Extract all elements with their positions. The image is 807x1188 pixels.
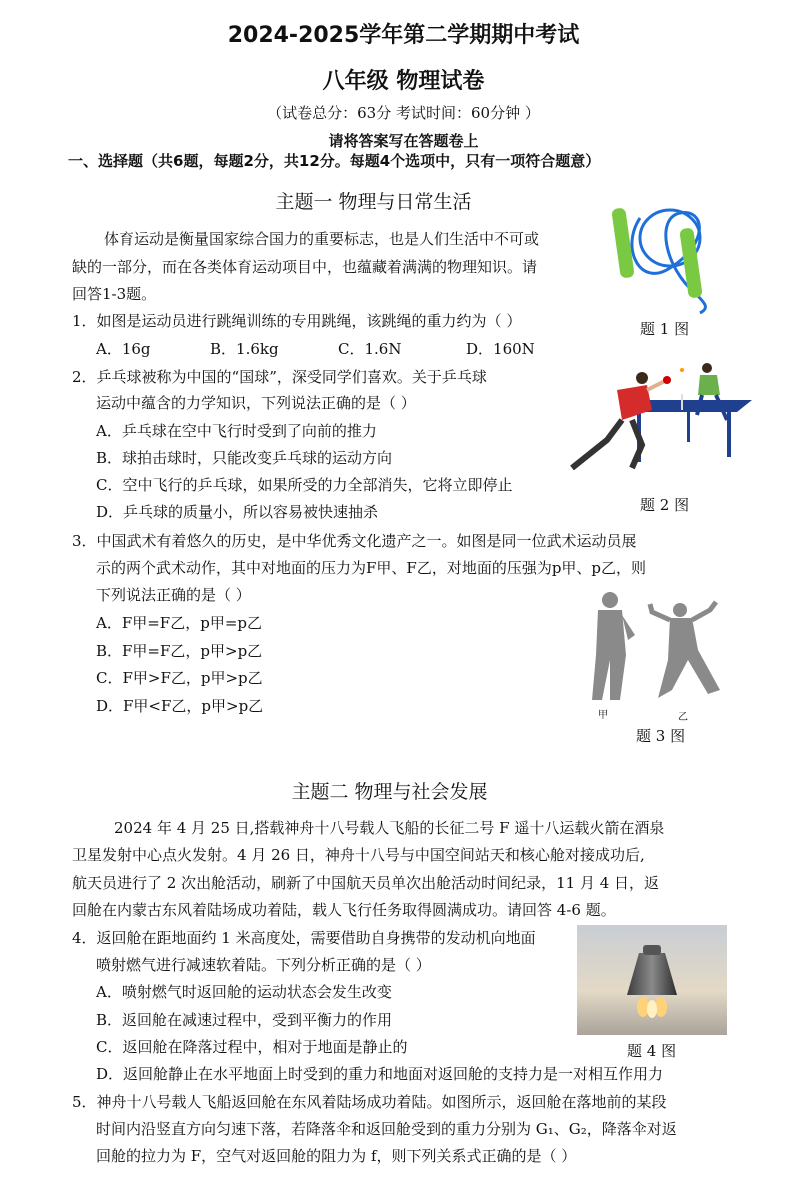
return-capsule-figure — [577, 925, 727, 1035]
topic2-intro-line3: 航天员进行了 2 次出舱活动，刷新了中国航天员单次出舱活动时间纪录，11 月 4 日，返 — [72, 874, 660, 892]
q3-option-a: A．F甲=F乙，p甲=p乙 — [96, 614, 262, 632]
section-heading: 一、选择题（共6题，每题2分，共12分。每题4个选项中，只有一项符合题意） — [68, 152, 601, 170]
exam-title: 2024-2025学年第二学期期中考试 — [227, 23, 580, 48]
q3-option-d: D．F甲<F乙，p甲>p乙 — [96, 697, 264, 715]
q2-option-d: D．乒乓球的质量小，所以容易被快速抽杀 — [96, 503, 379, 521]
q4-option-c: C．返回舱在降落过程中，相对于地面是静止的 — [96, 1038, 408, 1056]
q3-fig-label-yi: 乙 — [678, 712, 688, 723]
q3-stem-line1: 3．中国武术有着悠久的历史，是中华优秀文化遗产之一。如图是同一位武术运动员展 — [72, 532, 637, 550]
exam-subtitle: 八年级 物理试卷 — [322, 69, 485, 94]
q2-stem-line2: 运动中蕴含的力学知识，下列说法正确的是（ ） — [96, 394, 416, 412]
q1-option-b: B．1.6kg — [210, 340, 279, 358]
topic1-intro-line2: 缺的一部分，而在各类体育运动项目中，也蕴藏着满满的物理知识。请 — [72, 258, 538, 276]
q2-stem-line1: 2．乒乓球被称为中国的“国球”，深受同学们喜欢。关于乒乓球 — [72, 368, 487, 386]
q3-fig-label-jia: 甲 — [598, 710, 608, 721]
q4-stem-line2: 喷射燃气进行减速软着陆。下列分析正确的是（ ） — [96, 956, 431, 974]
q2-option-c: C．空中飞行的乒乓球，如果所受的力全部消失，它将立即停止 — [96, 476, 513, 494]
topic2-intro-line2: 卫星发射中心点火发射。4 月 26 日，神舟十八号与中国空间站天和核心舱对接成功后, — [72, 846, 645, 864]
q3-stem-line2: 示的两个武术动作，其中对地面的压力为F甲、F乙，对地面的压强为p甲、p乙，则 — [96, 559, 647, 577]
topic2-title: 主题二 物理与社会发展 — [291, 781, 488, 803]
answer-notice: 请将答案写在答题卷上 — [328, 132, 479, 150]
topic1-intro-line3: 回答1-3题。 — [72, 285, 157, 303]
q1-caption: 题 1 图 — [640, 320, 690, 338]
q4-option-a: A．喷射燃气时返回舱的运动状态会发生改变 — [96, 983, 392, 1001]
q4-option-d: D．返回舱静止在水平地面上时受到的重力和地面对返回舱的支持力是一对相互作用力 — [96, 1065, 664, 1083]
q1-option-c: C．1.6N — [338, 340, 402, 358]
q2-option-a: A．乒乓球在空中飞行时受到了向前的推力 — [96, 422, 377, 440]
q4-stem-line1: 4．返回舱在距地面约 1 米高度处，需要借助自身携带的发动机向地面 — [72, 929, 536, 947]
topic2-intro-line4: 回舱在内蒙古东风着陆场成功着陆，载人飞行任务取得圆满成功。请回答 4-6 题。 — [72, 901, 616, 919]
q4-option-b: B．返回舱在减速过程中，受到平衡力的作用 — [96, 1011, 393, 1029]
q2-option-b: B．球拍击球时，只能改变乒乓球的运动方向 — [96, 449, 393, 467]
q5-stem-line2: 时间内沿竖直方向匀速下落，若降落伞和返回舱受到的重力分别为 G₁、G₂，降落伞对返 — [96, 1120, 677, 1138]
q3-stem-line3: 下列说法正确的是（ ） — [96, 586, 251, 604]
exam-info: （试卷总分：63分 考试时间：60分钟 ） — [267, 104, 540, 122]
q1-option-a: A．16g — [96, 340, 151, 358]
q1-stem: 1．如图是运动员进行跳绳训练的专用跳绳，该跳绳的重力约为（ ） — [72, 312, 522, 330]
q3-caption: 题 3 图 — [636, 727, 686, 745]
topic1-intro-line1: 体育运动是衡量国家综合国力的重要标志，也是人们生活中不可或 — [104, 230, 540, 248]
q4-caption: 题 4 图 — [627, 1042, 677, 1060]
q5-stem-line3: 回舱的拉力为 F，空气对返回舱的阻力为 f，则下列关系式正确的是（ ） — [96, 1147, 577, 1165]
q5-stem-line1: 5．神舟十八号载人飞船返回舱在东风着陆场成功着陆。如图所示，返回舱在落地前的某段 — [72, 1093, 667, 1111]
q1-option-d: D．160N — [466, 340, 535, 358]
topic1-title: 主题一 物理与日常生活 — [275, 191, 472, 213]
ping-pong-figure — [562, 360, 762, 475]
q3-option-c: C．F甲>F乙，p甲>p乙 — [96, 669, 263, 687]
topic2-intro-line1: 2024 年 4 月 25 日,搭载神舟十八号载人飞船的长征二号 F 遥十八运载火箭在酒泉 — [114, 819, 665, 837]
q3-option-b: B．F甲=F乙，p甲>p乙 — [96, 642, 263, 660]
wushu-figure — [580, 590, 730, 705]
q2-caption: 题 2 图 — [640, 496, 690, 514]
jump-rope-figure — [610, 198, 730, 318]
